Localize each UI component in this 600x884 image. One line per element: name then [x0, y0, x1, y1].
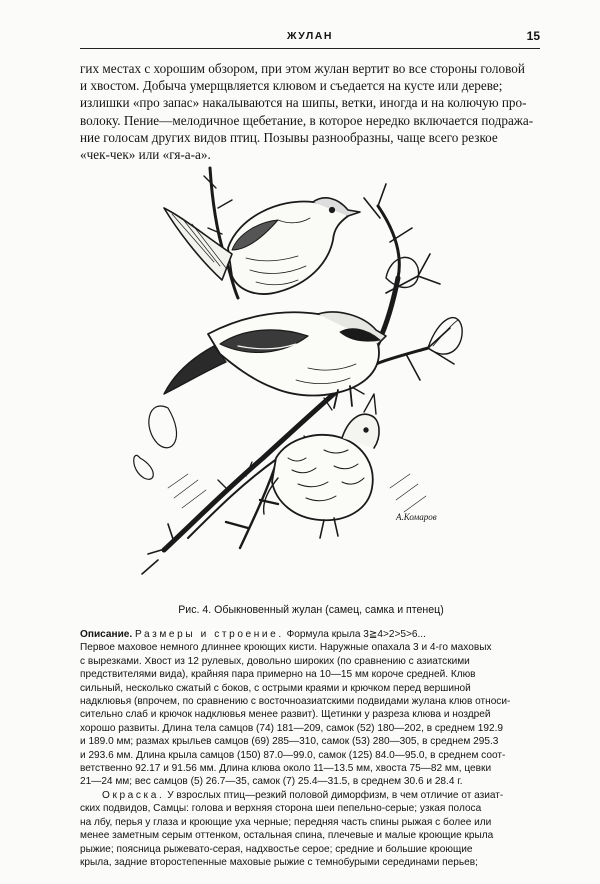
text-line: Первое маховое немного длиннее кроющих кисти. Наружные опахала 3 и 4-го маховых	[80, 642, 492, 654]
text-line: менее заметным серым оттенком, остальная спина, плечевые и малые кроющие крыла	[80, 830, 494, 842]
subheading-size: Размеры и строение.	[135, 629, 284, 640]
intro-paragraph	[80, 60, 542, 163]
fledgling-body	[272, 435, 373, 520]
text-line: и 189.0 мм; размах крыльев самцов (69) 285—310, самок (53) 280—305, в среднем 295.3	[80, 736, 499, 748]
leaf	[428, 318, 462, 354]
text-line: сительно слаб и крючок надклювья менее развит). Щетинки у разреза клюва и ноздрей	[80, 709, 491, 721]
text-line: ние голосам других видов птиц. Позывы разнообразны, чаще всего резкое	[80, 129, 498, 145]
text-span: У взрослых птиц—резкий половой диморфизм, в чем отличие от азиат-	[164, 789, 504, 801]
text-line: гих местах с хорошим обзором, при этом жулан вертит во все стороны головой	[80, 61, 525, 76]
page-number: 15	[526, 29, 540, 43]
text-line: ских подвидов, Самцы: голова и верхняя сторона шеи пепельно-серые; узкая полоса	[80, 803, 482, 815]
running-header	[80, 30, 540, 49]
text-line: рыжие; поясница рыжевато-серая, надхвостье серое; средние и большие кроющие	[80, 843, 473, 855]
leaf	[386, 257, 419, 287]
text-line: на лбу, перья у глаза и кроющие уха черные; передняя часть спины рыжая с более или	[80, 816, 492, 828]
leaf	[149, 406, 177, 448]
figure-caption: Рис. 4. Обыкновенный жулан (самец, самка и птенец)	[178, 604, 444, 616]
subheading-color: Окраска.	[102, 789, 165, 801]
text-line: и 293.6 мм. Длина крыла самцов (150) 87.0—99.0, самок (125) 84.0—95.0, в среднем соот-	[80, 749, 506, 761]
text-line: и хвостом. Добыча умерщвляется клювом и съедается на кусте или дереве;	[80, 78, 503, 94]
text-line: 21—24 мм; вес самцов (5) 26.7—35, самок (7) 25.4—31.5, в среднем 30.6 и 28.4 г.	[80, 776, 463, 788]
section-lead: Описание.	[80, 629, 133, 640]
text-line	[80, 628, 542, 641]
female-shrike-body	[228, 201, 348, 294]
text-line: сильный, несколько сжатый с боков, с острыми краями и крючком перед вершиной	[80, 682, 471, 694]
text-line: крыла, задние второстепенные маховые рыжие с темнобурыми серединами перьев;	[80, 856, 478, 868]
text-line: «чек-чек» или «гя-а-а».	[80, 147, 211, 163]
text-span: Формула крыла 3≧4>2>5>6...	[283, 629, 426, 640]
text-line: предствителями вида), крайняя пара примерно на 10—15 мм короче средней. Клюв	[80, 669, 476, 681]
description-section	[80, 628, 542, 869]
artist-signature: А.Комаров	[396, 512, 437, 522]
text-line: волоку. Пение—мелодичное щебетание, в которое нередко включается подража-	[80, 112, 534, 128]
text-line: излишки «про запас» накалываются на шипы, ветки, иногда и на колючую про-	[80, 95, 527, 111]
leaf	[134, 455, 154, 479]
text-line: с вырезками. Хвост из 12 рулевых, довольно широких (по сравнению с азиатскими	[80, 655, 470, 667]
shrike-illustration	[128, 158, 464, 588]
text-line	[80, 789, 542, 802]
text-line: надклювья (впрочем, по сравнению с восточноазиатскими подвидами жулана клюв относи-	[80, 696, 511, 708]
male-shrike-tail	[164, 346, 226, 394]
text-line: хорошо развиты. Длина тела самцов (74) 181—209, самок (52) 180—202, в среднем 192.9	[80, 722, 504, 734]
running-title: ЖУЛАН	[287, 30, 333, 42]
text-line: ветственно 92.17 и 91.56 мм. Длина клюва около 11—13.5 мм, хвоста 75—82 мм, цевки	[80, 763, 492, 775]
